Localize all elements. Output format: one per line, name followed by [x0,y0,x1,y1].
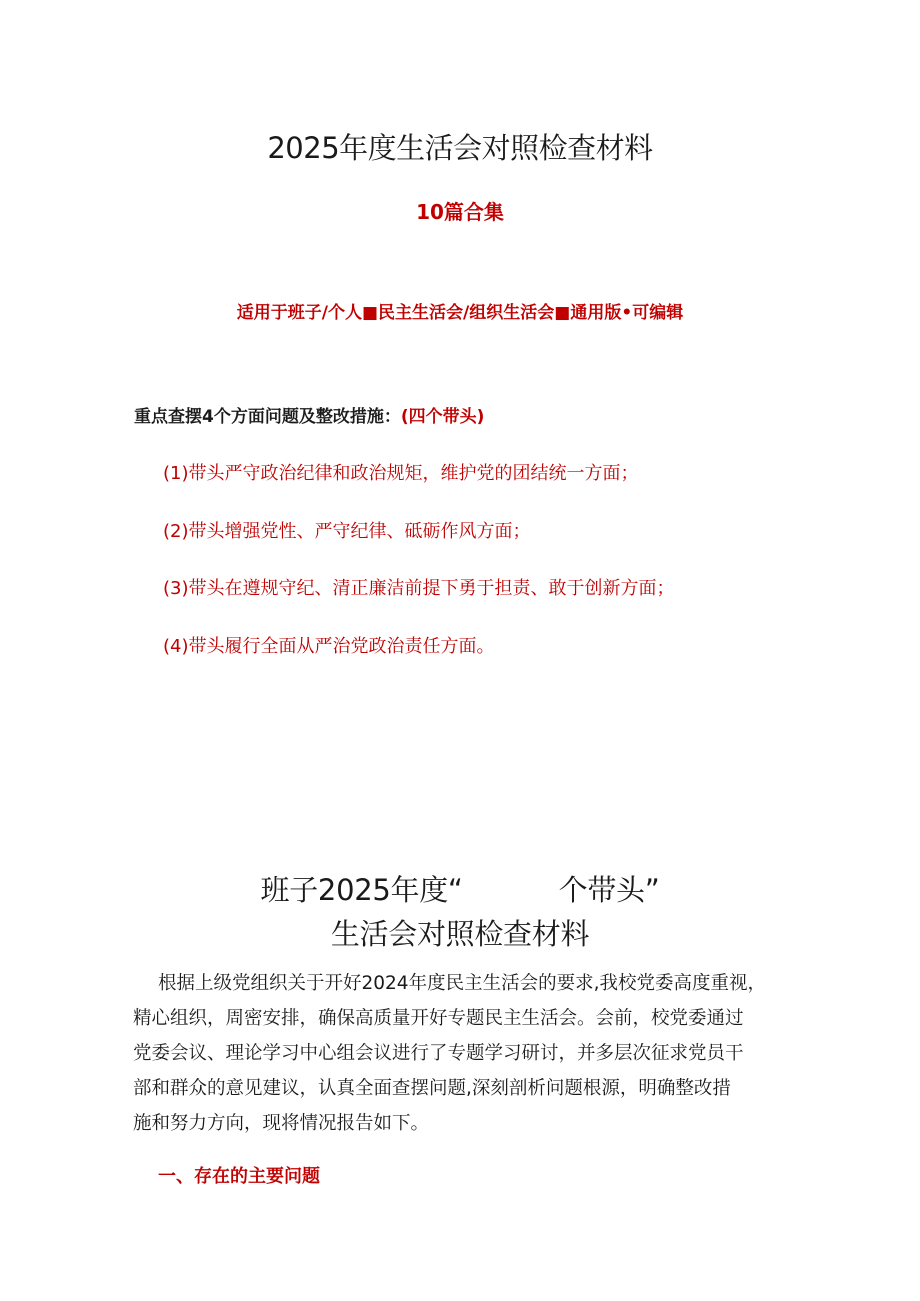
intro-paragraph [133,966,813,1141]
cover-title: 2025年度生活会对照检查材料 [267,131,653,165]
cover-scope-line: 适用于班子/个人■民主生活会/组织生活会■通用版•可编辑 [236,303,684,323]
document-title-line-2: 生活会对照检查材料 [330,917,590,951]
focus-item: (3)带头在遵规守纪、清正廉洁前提下勇于担责、敢于创新方面； [163,578,675,599]
cover-subtitle: 10篇合集 [416,200,504,224]
intro-line: 精心组织，周密安排，确保高质量开好专题民主生活会。会前，校党委通过 [133,1008,744,1029]
intro-line: 根据上级党组织关于开好2024年度民主生活会的要求,我校党委高度重视， [158,973,766,994]
focus-item: (1)带头严守政治纪律和政治规矩，维护党的团结统一方面； [163,463,639,484]
intro-line: 部和群众的意见建议，认真全面查摆问题,深刻剖析问题根源，明确整改措 [133,1078,731,1099]
document-title-part-2: 个带头” [558,873,660,907]
intro-line: 党委会议、理论学习中心组会议进行了专题学习研讨，并多层次征求党员干 [133,1043,744,1064]
focus-heading [134,402,484,427]
intro-line: 施和努力方向，现将情况报告如下。 [133,1113,430,1134]
focus-item: (2)带头增强党性、严守纪律、砥砺作风方面； [163,521,531,542]
document-title-part-1: 班子2025年度“ [260,873,463,907]
focus-item: (4)带头履行全面从严治党政治责任方面。 [163,636,495,657]
focus-heading-accent: (四个带头) [400,407,485,427]
focus-heading-text: 重点查摆4个方面问题及整改措施： [134,407,401,427]
document-title-line-1 [0,868,920,909]
section-heading: 一、存在的主要问题 [158,1166,320,1187]
